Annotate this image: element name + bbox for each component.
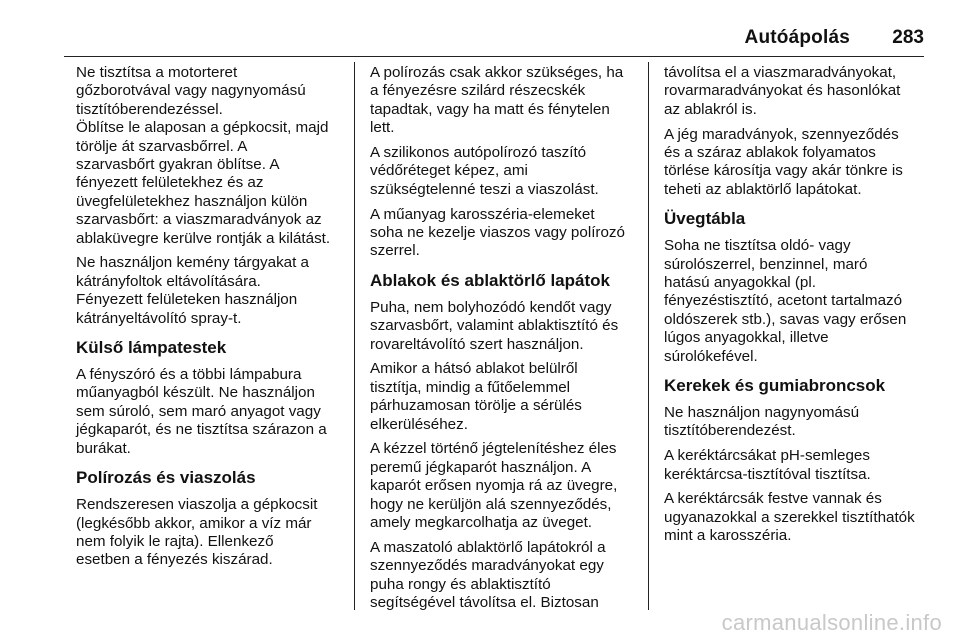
- text-line: üvegfelületekhez használjon külön: [76, 192, 308, 210]
- text-line: és a száraz ablakok folyamatos: [664, 144, 876, 162]
- text-line: súrolókefével.: [664, 347, 758, 365]
- column-divider: [648, 62, 649, 610]
- page-header: [64, 26, 924, 57]
- paragraph: [76, 64, 346, 119]
- text-line: hogy ne kerüljön alá szennyeződés,: [370, 495, 612, 513]
- paragraph: [76, 119, 346, 248]
- text-line: a fényezésre szilárd részecskék: [370, 82, 586, 100]
- text-line: törlése károsítja vagy akár tönkre is: [664, 162, 903, 180]
- text-line: jégkaparót, és ne tisztítsa szárazon a: [76, 421, 327, 439]
- section-heading: Külső lámpatestek: [76, 338, 227, 358]
- paragraph: [664, 126, 934, 200]
- text-line: szerrel.: [370, 242, 420, 260]
- text-line: segítségével távolítsa el. Biztosan: [370, 594, 599, 612]
- text-line: párhuzamosan törölje a sérülés: [370, 397, 582, 415]
- text-line: tisztítóberendezéssel.: [76, 100, 223, 118]
- text-line: A keréktárcsákat pH-semleges: [664, 447, 870, 465]
- text-line: Ne használjon kemény tárgyakat a: [76, 254, 310, 272]
- text-line: A keréktárcsák festve vannak és: [664, 490, 882, 508]
- text-line: burákat.: [76, 439, 131, 457]
- text-line: A műanyag karosszéria-elemeket: [370, 205, 595, 223]
- text-line: esetben a fényezés kiszárad.: [76, 551, 273, 569]
- text-line: fényezéstisztító, acetont tartalmazó: [664, 292, 903, 310]
- text-line: A maszatoló ablaktörlő lapátokról a: [370, 538, 606, 556]
- text-line: az ablakról is.: [664, 100, 757, 118]
- paragraph: [664, 237, 934, 366]
- paragraph: [370, 299, 640, 354]
- text-line: puha rongy és ablaktisztító: [370, 575, 551, 593]
- paragraph: [76, 496, 346, 570]
- text-line: távolítsa el a viaszmaradványokat,: [664, 64, 897, 81]
- paragraph: [370, 206, 640, 261]
- text-line: szennyeződés maradványokat egy: [370, 557, 604, 575]
- text-line: tisztítóberendezést.: [664, 422, 796, 440]
- text-line: Puha, nem bolyhozódó kendőt vagy: [370, 298, 612, 316]
- text-line: szarvasbőrt: a viaszmaradványok az: [76, 211, 322, 229]
- text-line: hatású anyagokkal (pl.: [664, 274, 816, 292]
- section-heading: Ablakok és ablaktörlő lapátok: [370, 270, 610, 290]
- text-line: ugyanazokkal a szerekkel tisztíthatók: [664, 508, 915, 526]
- text-column-1: [76, 64, 346, 576]
- text-line: lett.: [370, 119, 395, 137]
- paragraph: [370, 360, 640, 434]
- text-line: kátrányfoltok eltávolítására.: [76, 272, 261, 290]
- paragraph: [370, 64, 640, 138]
- text-line: törölje át szarvasbőrrel. A: [76, 137, 248, 155]
- text-line: műanyagból készült. Ne használjon: [76, 384, 315, 402]
- text-line: mint a karosszéria.: [664, 527, 792, 545]
- text-line: rovareltávolító szert használjon.: [370, 335, 584, 353]
- paragraph: [664, 447, 934, 484]
- text-line: A jég maradványok, szennyeződés: [664, 125, 899, 143]
- paragraph: [370, 539, 640, 613]
- text-line: elkerüléséhez.: [370, 415, 468, 433]
- text-line: súrolószerrel, benzinnel, maró: [664, 255, 868, 273]
- text-line: Ne használjon nagynyomású: [664, 404, 860, 422]
- text-line: Soha ne tisztítsa oldó- vagy: [664, 237, 851, 255]
- text-line: Amikor a hátsó ablakot belülről: [370, 360, 578, 378]
- page-number: 283: [892, 27, 924, 48]
- paragraph: [664, 64, 934, 119]
- paragraph: [370, 144, 640, 199]
- text-line: oldószerek stb.), savas vagy erősen: [664, 310, 907, 328]
- text-line: nem folyik le rajta). Ellenkező: [76, 532, 274, 550]
- text-line: Öblítse le alaposan a gépkocsit, majd: [76, 119, 329, 137]
- text-line: Ne tisztítsa a motorteret: [76, 64, 238, 81]
- text-line: keréktárcsa-tisztítóval tisztítsa.: [664, 465, 871, 483]
- paragraph: [76, 254, 346, 328]
- text-line: A polírozás csak akkor szükséges, ha: [370, 64, 624, 81]
- text-line: sem súroló, sem maró anyagot vagy: [76, 402, 321, 420]
- text-line: gőzborotvával vagy nagynyomású: [76, 82, 306, 100]
- paragraph: [664, 404, 934, 441]
- text-line: kaparót erősen nyomja rá az üvegre,: [370, 477, 618, 495]
- text-line: tapadtak, vagy ha matt és fénytelen: [370, 100, 610, 118]
- paragraph: [664, 490, 934, 545]
- section-heading: Üvegtábla: [664, 209, 746, 229]
- text-line: védőréteget képez, ami: [370, 162, 528, 180]
- text-line: kátrányeltávolító spray-t.: [76, 309, 242, 327]
- text-line: amely megkarcolhatja az üveget.: [370, 514, 593, 532]
- text-line: Rendszeresen viaszolja a gépkocsit: [76, 496, 318, 514]
- text-line: teheti az ablaktörlő lapátokat.: [664, 180, 862, 198]
- section-heading: Kerekek és gumiabroncsok: [664, 376, 886, 396]
- watermark: carmanualsonline.info: [721, 610, 942, 635]
- text-line: A szilikonos autópolírozó taszító: [370, 144, 587, 162]
- section-heading: Polírozás és viaszolás: [76, 468, 256, 488]
- text-column-3: [664, 64, 934, 552]
- text-line: Fényezett felületeken használjon: [76, 291, 298, 309]
- page-title: Autóápolás: [744, 27, 850, 48]
- paragraph: [76, 366, 346, 458]
- paragraph: [370, 440, 640, 532]
- text-line: tisztítja, mindig a fűtőelemmel: [370, 378, 571, 396]
- column-divider: [354, 62, 355, 610]
- text-column-2: [370, 64, 640, 619]
- text-line: lúgos anyagokkal, illetve: [664, 329, 829, 347]
- text-line: (legkésőbb akkor, amikor a víz már: [76, 514, 312, 532]
- text-line: rovarmaradványokat és hasonlókat: [664, 82, 901, 100]
- text-line: soha ne kezelje viaszos vagy polírozó: [370, 224, 625, 242]
- text-line: A fényszóró és a többi lámpabura: [76, 366, 302, 384]
- text-line: szükségtelenné teszi a viaszolást.: [370, 180, 599, 198]
- text-line: szarvasbőrt gyakran öblítse. A: [76, 156, 280, 174]
- text-line: peremű jégkaparót használjon. A: [370, 458, 592, 476]
- text-line: fényezett felületekhez és az: [76, 174, 264, 192]
- text-line: szarvasbőrt, valamint ablaktisztító és: [370, 317, 619, 335]
- text-line: A kézzel történő jégtelenítéshez éles: [370, 440, 617, 458]
- text-line: ablaküvegre kerülve rontják a kilátást.: [76, 229, 331, 247]
